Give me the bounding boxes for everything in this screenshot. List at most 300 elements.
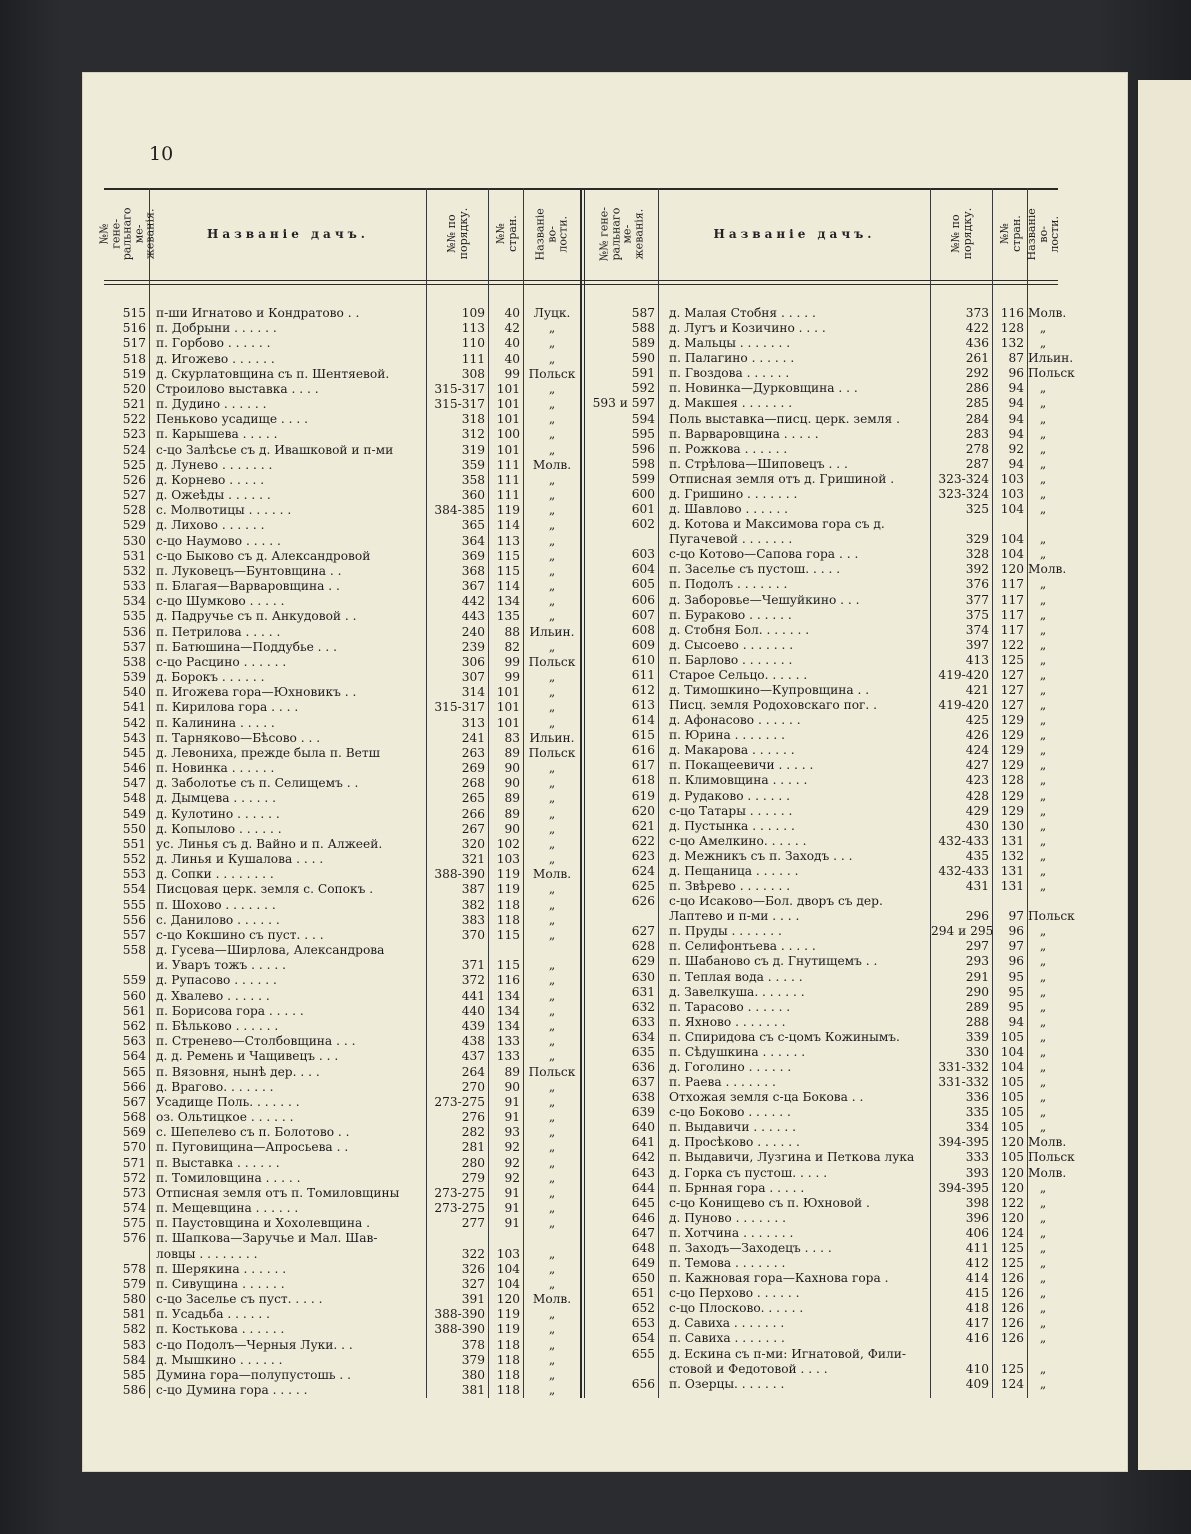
parish: „ (548, 533, 556, 548)
table-row (104, 1353, 580, 1368)
order-number: 279 (461, 1170, 485, 1185)
estate-name: д. Макшея . . . . . . . (669, 396, 793, 411)
table-row (585, 1000, 1058, 1015)
survey-number: 600 (631, 486, 655, 501)
estate-name: Думина гора—полупустошь . . (156, 1367, 351, 1382)
order-number: 291 (965, 969, 989, 984)
parish: Молв. (532, 457, 572, 472)
page-ref: 93 (504, 1125, 520, 1140)
parish: „ (548, 1276, 556, 1291)
survey-number: 558 (122, 943, 146, 958)
table-row (585, 1362, 1058, 1377)
estate-name: д. Дымцева . . . . . . (156, 791, 277, 806)
estate-name: с-цо Шумково . . . . . (156, 594, 285, 609)
survey-number: 629 (631, 954, 655, 969)
table-row (585, 698, 1058, 713)
table-row (104, 1216, 580, 1231)
page-ref: 95 (1008, 999, 1024, 1014)
page-ref: 99 (504, 366, 520, 381)
parish: „ (548, 381, 556, 396)
survey-number: 602 (631, 517, 655, 532)
table-row (585, 1271, 1058, 1286)
page-ref: 100 (496, 427, 520, 442)
parish: „ (548, 761, 556, 776)
survey-number: 517 (122, 336, 146, 351)
page-ref: 125 (1000, 1361, 1024, 1376)
table-row (104, 867, 580, 882)
order-number: 396 (965, 1210, 989, 1225)
order-number: 358 (461, 472, 485, 487)
page-ref: 101 (496, 685, 520, 700)
estate-name: п. Юрина . . . . . . . (669, 728, 785, 743)
parish: „ (1039, 471, 1047, 486)
order-number: 415 (965, 1286, 989, 1301)
table-row (104, 882, 580, 897)
parish: „ (548, 1094, 556, 1109)
parish: „ (548, 639, 556, 654)
parish: Польск (528, 654, 576, 669)
estate-name: п. Кажновая гора—Кахнова гора . (669, 1271, 889, 1286)
parish: „ (1039, 652, 1047, 667)
page-ref: 119 (496, 1307, 520, 1322)
estate-name: д. Лихово . . . . . . (156, 518, 265, 533)
parish: „ (1039, 577, 1047, 592)
parish: „ (1039, 879, 1047, 894)
table-row (585, 713, 1058, 728)
parish: „ (548, 897, 556, 912)
order-number: 273-275 (434, 1185, 485, 1200)
estate-name: п. Пруды . . . . . . . (669, 924, 782, 939)
page-ref: 117 (1000, 592, 1024, 607)
survey-number: 636 (631, 1060, 655, 1074)
parish: „ (548, 715, 556, 730)
page-ref: 42 (504, 321, 520, 336)
page-ref: 91 (504, 1094, 520, 1109)
survey-number: 525 (122, 457, 146, 472)
table-row (104, 746, 580, 761)
survey-number: 616 (631, 743, 655, 758)
center-divider (580, 188, 582, 1398)
table-row (585, 1211, 1058, 1226)
page-ref: 118 (496, 1383, 520, 1398)
page-ref: 129 (1000, 743, 1024, 758)
page-ref: 105 (1000, 1090, 1024, 1105)
order-number: 387 (461, 882, 485, 897)
table-row (585, 1316, 1058, 1331)
order-number: 441 (461, 988, 485, 1003)
estate-name: с-цо Подолъ—Черныя Луки. . . (156, 1337, 353, 1352)
survey-number: 545 (122, 745, 146, 760)
survey-number: 612 (631, 683, 655, 697)
table-row (585, 954, 1058, 969)
page-ref: 104 (1000, 1044, 1024, 1059)
survey-number: 516 (122, 321, 146, 336)
estate-name: д. Пуново . . . . . . . (669, 1210, 786, 1225)
table-row (585, 321, 1058, 336)
page-ref: 83 (504, 730, 520, 745)
page-ref: 90 (504, 761, 520, 776)
survey-number: 587 (631, 306, 655, 320)
table-row (104, 1049, 580, 1064)
page-ref: 117 (1000, 622, 1024, 637)
parish: „ (1039, 592, 1047, 607)
estate-name: п. Тарняково—Бѣсово . . . (156, 730, 321, 745)
table-row (104, 1034, 580, 1049)
survey-number: 633 (631, 1014, 655, 1029)
page-ref: 101 (496, 381, 520, 396)
survey-number: 651 (631, 1286, 655, 1301)
estate-name: п. Тарасово . . . . . . (669, 999, 791, 1014)
survey-number: 549 (122, 806, 146, 821)
table-row (104, 700, 580, 715)
survey-number: 601 (631, 502, 655, 517)
parish: „ (548, 1383, 556, 1398)
survey-number: 591 (631, 366, 655, 381)
estate-name: п. Рожкова . . . . . . (669, 441, 788, 456)
parish: „ (1039, 396, 1047, 411)
table-row (585, 1226, 1058, 1241)
order-number: 329 (965, 532, 989, 547)
parish: „ (548, 988, 556, 1003)
survey-number: 622 (631, 833, 655, 848)
order-number: 398 (965, 1195, 989, 1210)
table-row (104, 685, 580, 700)
order-number: 373 (965, 306, 989, 320)
survey-number: 644 (631, 1180, 655, 1195)
page-ref: 124 (1000, 1376, 1024, 1391)
order-number: 328 (965, 547, 989, 562)
order-number: 394-395 (938, 1135, 989, 1150)
table-row (104, 625, 580, 640)
survey-number: 620 (631, 803, 655, 818)
page-ref: 127 (1000, 698, 1024, 713)
page-ref: 120 (496, 1292, 520, 1307)
estate-name: д. Кулотино . . . . . . (156, 806, 280, 821)
table-row (585, 834, 1058, 849)
estate-name: с. Молвотицы . . . . . . (156, 503, 292, 518)
table-row (104, 807, 580, 822)
order-number: 388-390 (434, 1322, 485, 1337)
page-ref: 94 (1008, 411, 1024, 426)
estate-name: д. Заборовье—Чешуйкино . . . (669, 592, 860, 607)
estate-name: с-цо Быково съ д. Александровой (156, 548, 371, 563)
table-row (585, 864, 1058, 879)
survey-number: 539 (122, 670, 146, 685)
parish: „ (548, 973, 556, 988)
table-row (104, 761, 580, 776)
order-number: 429 (965, 803, 989, 818)
parish: „ (548, 776, 556, 791)
parish: „ (1039, 939, 1047, 954)
header-order-number (427, 192, 488, 276)
order-number: 333 (965, 1150, 989, 1165)
parish: „ (548, 882, 556, 897)
survey-number: 535 (122, 609, 146, 624)
parish: „ (1039, 848, 1047, 863)
estate-name: д. Сопки . . . . . . . . (156, 867, 274, 882)
order-number: 421 (965, 683, 989, 697)
survey-number: 560 (122, 988, 146, 1003)
page-ref: 101 (496, 700, 520, 715)
estate-name: п. Мещевщина . . . . . . (156, 1201, 299, 1216)
page-ref: 120 (1000, 1180, 1024, 1195)
table-row (585, 487, 1058, 502)
table-row (585, 1256, 1058, 1271)
estate-name: п. Петрилова . . . . . (156, 624, 281, 639)
order-number: 372 (461, 973, 485, 988)
table-row (104, 427, 580, 442)
header-estate-name: Названіе дачъ. (207, 227, 369, 241)
order-number: 113 (461, 321, 485, 336)
page-ref: 82 (504, 639, 520, 654)
parish: „ (1039, 818, 1047, 833)
survey-number: 604 (631, 562, 655, 577)
order-number: 383 (461, 912, 485, 927)
order-number: 426 (965, 728, 989, 743)
table-row (585, 909, 1075, 924)
order-number: 391 (461, 1292, 485, 1307)
table-row (104, 1186, 580, 1201)
page-ref: 90 (504, 1079, 520, 1094)
estate-name: п. Яхново . . . . . . . (669, 1014, 786, 1029)
order-number: 442 (461, 594, 485, 609)
table-row (104, 1065, 580, 1080)
page-ref: 129 (1000, 803, 1024, 818)
estate-name: п. Шапкова—Заручье и Мал. Шав- (156, 1231, 378, 1246)
order-number: 312 (461, 427, 485, 442)
parish: „ (1039, 547, 1047, 562)
order-number: 297 (965, 939, 989, 954)
table-row (104, 898, 580, 913)
estate-name: п. Теплая вода . . . . . (669, 969, 803, 984)
estate-name: с-цо Кокшино съ пуст. . . . (156, 927, 324, 942)
survey-number: 564 (122, 1049, 146, 1064)
order-number: 339 (965, 1029, 989, 1044)
table-row (585, 668, 1058, 683)
table-row (585, 939, 1058, 954)
table-row (104, 503, 580, 518)
survey-number: 646 (631, 1210, 655, 1225)
page-ref: 101 (496, 442, 520, 457)
order-number: 266 (461, 806, 485, 821)
parish: „ (548, 1018, 556, 1033)
estate-name: п. Савиха . . . . . . . (669, 1331, 785, 1346)
survey-number: 528 (122, 503, 146, 518)
estate-name: п. Подолъ . . . . . . . (669, 577, 788, 592)
table-row (104, 1004, 580, 1019)
table-row (585, 336, 1058, 351)
page-ref: 134 (496, 1003, 520, 1018)
parish: „ (1039, 1075, 1047, 1090)
survey-number: 526 (122, 472, 146, 487)
estate-name: с-цо Наумово . . . . . (156, 533, 281, 548)
estate-name: ус. Линья съ д. Вайно и п. Алжеей. (156, 836, 383, 851)
order-number: 267 (461, 821, 485, 836)
header-text: №№ стран. (997, 215, 1023, 253)
parish: „ (548, 1367, 556, 1382)
table-row (104, 1080, 580, 1095)
survey-number: 538 (122, 654, 146, 669)
survey-number: 624 (631, 863, 655, 878)
header-text: №№ по порядку. (948, 208, 974, 260)
estate-name: п. Дудино . . . . . . (156, 397, 267, 412)
order-number: 283 (965, 426, 989, 441)
parish: „ (548, 472, 556, 487)
estate-name: п. Калинина . . . . . (156, 715, 275, 730)
estate-name: п. Луковецъ—Бунтовщина . . (156, 563, 342, 578)
table-row (585, 1301, 1058, 1316)
order-number: 308 (461, 366, 485, 381)
parish: „ (548, 518, 556, 533)
table-row (104, 943, 580, 958)
estate-name: Пугачевой . . . . . . . (669, 532, 793, 547)
page-ref: 111 (496, 457, 520, 472)
estate-name: д. Горка съ пустош. . . . . (669, 1165, 828, 1180)
parish: „ (548, 427, 556, 442)
survey-number: 562 (122, 1018, 146, 1033)
survey-number: 608 (631, 622, 655, 637)
table-row (585, 1196, 1058, 1211)
order-number: 376 (965, 577, 989, 592)
order-number: 336 (965, 1090, 989, 1105)
table-row (104, 382, 580, 397)
estate-name: д. Гоголино . . . . . . (669, 1060, 792, 1074)
header-estate-name: Названіе дачъ. (713, 227, 876, 241)
estate-name: д. Рупасово . . . . . . (156, 973, 277, 988)
table-row (104, 594, 580, 609)
page-ref: 103 (1000, 486, 1024, 501)
estate-name: п. Благая—Варваровщина . . (156, 579, 340, 594)
page-ref: 89 (504, 1064, 520, 1079)
estate-name: д. Савиха . . . . . . . (669, 1316, 785, 1331)
order-number: 278 (965, 441, 989, 456)
page-number: 10 (149, 143, 174, 165)
estate-name: д. Сысоево . . . . . . . (669, 637, 794, 652)
table-row (104, 1201, 580, 1216)
page-ref: 127 (1000, 667, 1024, 682)
page-ref: 114 (496, 518, 520, 533)
parish: „ (1039, 1105, 1047, 1120)
survey-number: 575 (122, 1216, 146, 1231)
page-ref: 104 (1000, 547, 1024, 562)
estate-name: п. Томиловщина . . . . . (156, 1170, 301, 1185)
table-row (585, 773, 1058, 788)
table-row (585, 502, 1058, 517)
table-row (585, 985, 1058, 1000)
table-row (585, 789, 1058, 804)
parish: „ (1039, 1210, 1047, 1225)
page-ref: 128 (1000, 773, 1024, 788)
order-number: 268 (461, 776, 485, 791)
parish: „ (1039, 683, 1047, 697)
table-row (104, 336, 580, 351)
page-ref: 125 (1000, 652, 1024, 667)
page-ref: 40 (504, 336, 520, 351)
survey-number: 585 (122, 1367, 146, 1382)
survey-number: 532 (122, 563, 146, 578)
header-text: №№ гене- ральнаго ме- жеванія. (597, 206, 646, 262)
page-ref: 115 (496, 563, 520, 578)
estate-name: п. Палагино . . . . . . (669, 351, 795, 366)
table-row (585, 623, 1058, 638)
table-row (585, 1075, 1058, 1090)
parish: „ (1039, 411, 1047, 426)
estate-name: оз. Ольтицкое . . . . . . (156, 1110, 294, 1124)
page-ref: 118 (496, 1337, 520, 1352)
survey-number: 567 (122, 1094, 146, 1109)
table-row (585, 1135, 1067, 1150)
survey-number: 580 (122, 1292, 146, 1307)
table-row (585, 381, 1058, 396)
estate-name: с-цо Татары . . . . . . (669, 803, 793, 818)
parish: „ (1039, 1014, 1047, 1029)
parish: „ (548, 1155, 556, 1170)
order-number: 277 (461, 1216, 485, 1231)
table-row (104, 989, 580, 1004)
estate-name: д. Пустынка . . . . . . (669, 818, 795, 833)
estate-name: п. Хотчина . . . . . . . (669, 1225, 794, 1240)
table-row (585, 849, 1058, 864)
order-number: 423 (965, 773, 989, 788)
order-number: 323-324 (938, 471, 989, 486)
page-ref: 97 (1008, 909, 1024, 924)
table-row (585, 1120, 1058, 1135)
order-number: 314 (461, 685, 485, 700)
survey-number: 546 (122, 761, 146, 776)
page-ref: 94 (1008, 1014, 1024, 1029)
order-number: 331-332 (938, 1060, 989, 1074)
table-row (585, 532, 1058, 547)
page-ref: 117 (1000, 577, 1024, 592)
survey-number: 552 (122, 852, 146, 867)
parish: „ (548, 1079, 556, 1094)
parish: „ (1039, 1376, 1047, 1391)
estate-name: с-цо Залѣсье съ д. Ивашковой и п-ми (156, 442, 394, 457)
header-page-number (993, 192, 1027, 276)
parish: „ (1039, 1271, 1047, 1286)
header-parish (524, 192, 580, 276)
estate-name: д. Пещаница . . . . . . (669, 863, 799, 878)
estate-name: д. Лугъ и Козичино . . . . (669, 321, 826, 336)
header-text: Названіе во- лости. (533, 207, 570, 261)
parish: „ (1039, 532, 1047, 547)
page-ref: 113 (496, 533, 520, 548)
parish: „ (1039, 1029, 1047, 1044)
estate-name: п. Бѣльково . . . . . . (156, 1018, 279, 1033)
page-ref: 129 (1000, 713, 1024, 728)
order-number: 414 (965, 1271, 989, 1286)
page-ref: 99 (504, 670, 520, 685)
page-ref: 116 (496, 973, 520, 988)
survey-number: 595 (631, 426, 655, 441)
parish: „ (1039, 1180, 1047, 1195)
survey-number: 548 (122, 791, 146, 806)
parish: „ (548, 1049, 556, 1064)
parish: „ (548, 594, 556, 609)
estate-name: д. Линья и Кушалова . . . . (156, 852, 324, 867)
parish: „ (1039, 1090, 1047, 1105)
order-number: 294 и 295 (931, 924, 994, 939)
page-ref: 101 (496, 397, 520, 412)
estate-name: д. Падручье съ п. Анкудовой . . (156, 609, 357, 624)
estate-name: п. Покащеевичи . . . . . (669, 758, 814, 773)
survey-number: 593 и 597 (592, 396, 655, 411)
survey-number: 594 (631, 411, 655, 426)
page-ref: 92 (504, 1140, 520, 1155)
table-row (585, 457, 1058, 472)
survey-number: 589 (631, 336, 655, 351)
order-number: 440 (461, 1003, 485, 1018)
